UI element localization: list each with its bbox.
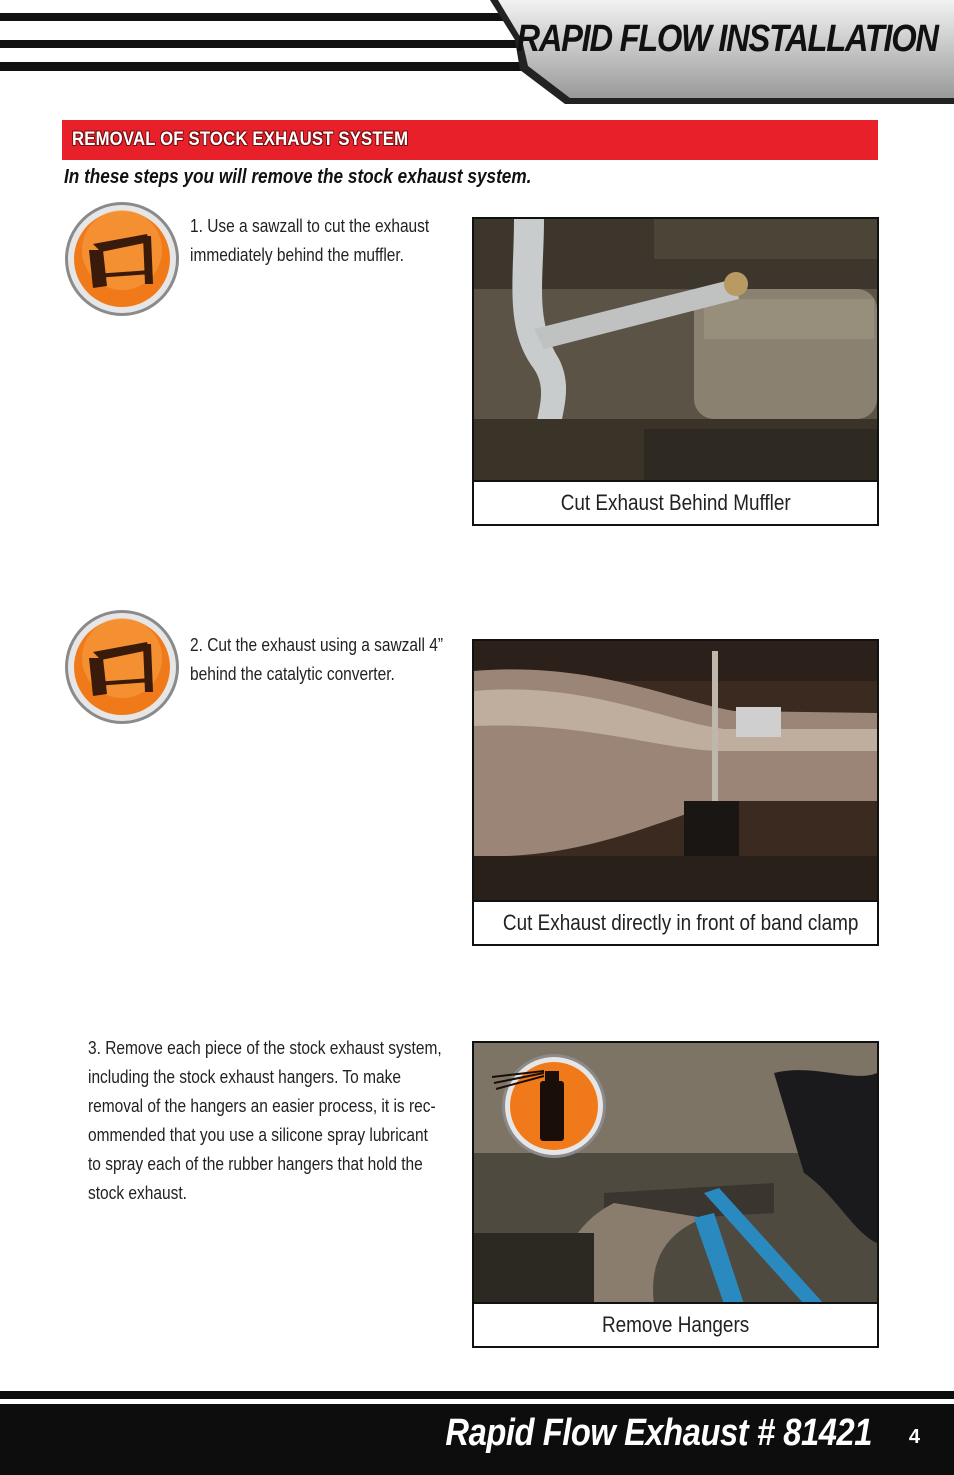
- step-2-line-1: 2. Cut the exhaust using a sawzall 4”: [190, 635, 443, 655]
- step-2-photo: [474, 641, 877, 902]
- footer-product-title: Rapid Flow Exhaust # 81421: [445, 1412, 872, 1454]
- step-3-line-1: 3. Remove each piece of the stock exhaust system,: [88, 1038, 442, 1058]
- step-3-line-3: removal of the hangers an easier process, it is rec-: [88, 1096, 436, 1116]
- sawzall-icon: [63, 608, 181, 726]
- step-2-photo-frame: [472, 639, 879, 946]
- step-2-line-2: behind the catalytic converter.: [190, 664, 395, 684]
- footer-rule: [0, 1391, 954, 1399]
- step-1-line-1: 1. Use a sawzall to cut the exhaust: [190, 216, 430, 236]
- step-1-line-2: immediately behind the muffler.: [190, 245, 404, 265]
- section-title: REMOVAL OF STOCK EXHAUST SYSTEM: [72, 129, 409, 150]
- step-3-text: [88, 1034, 442, 1208]
- page-number: 4: [908, 1426, 920, 1448]
- step-3-line-4: ommended that you use a silicone spray lubricant: [88, 1125, 428, 1145]
- step-3-caption: Remove Hangers: [474, 1302, 877, 1346]
- step-2-text: [190, 631, 443, 689]
- step-3-line-5: to spray each of the rubber hangers that hold the: [88, 1154, 423, 1174]
- step-3-photo: [474, 1043, 877, 1304]
- section-intro: In these steps you will remove the stock exhaust system.: [64, 166, 532, 188]
- step-1-text: [190, 212, 429, 270]
- section-heading-bar: [62, 120, 878, 160]
- step-2-caption: Cut Exhaust directly in front of band clamp: [474, 900, 877, 944]
- step-1-caption: Cut Exhaust Behind Muffler: [474, 480, 877, 524]
- step-3-line-6: stock exhaust.: [88, 1183, 187, 1203]
- step-3-line-2: including the stock exhaust hangers. To make: [88, 1067, 401, 1087]
- page-header-title: RAPID FLOW INSTALLATION: [516, 18, 938, 60]
- step-1-photo-frame: [472, 217, 879, 526]
- step-1-photo: [474, 219, 877, 482]
- page-footer: [0, 1404, 954, 1475]
- step-3-photo-frame: [472, 1041, 879, 1348]
- sawzall-icon: [63, 200, 181, 318]
